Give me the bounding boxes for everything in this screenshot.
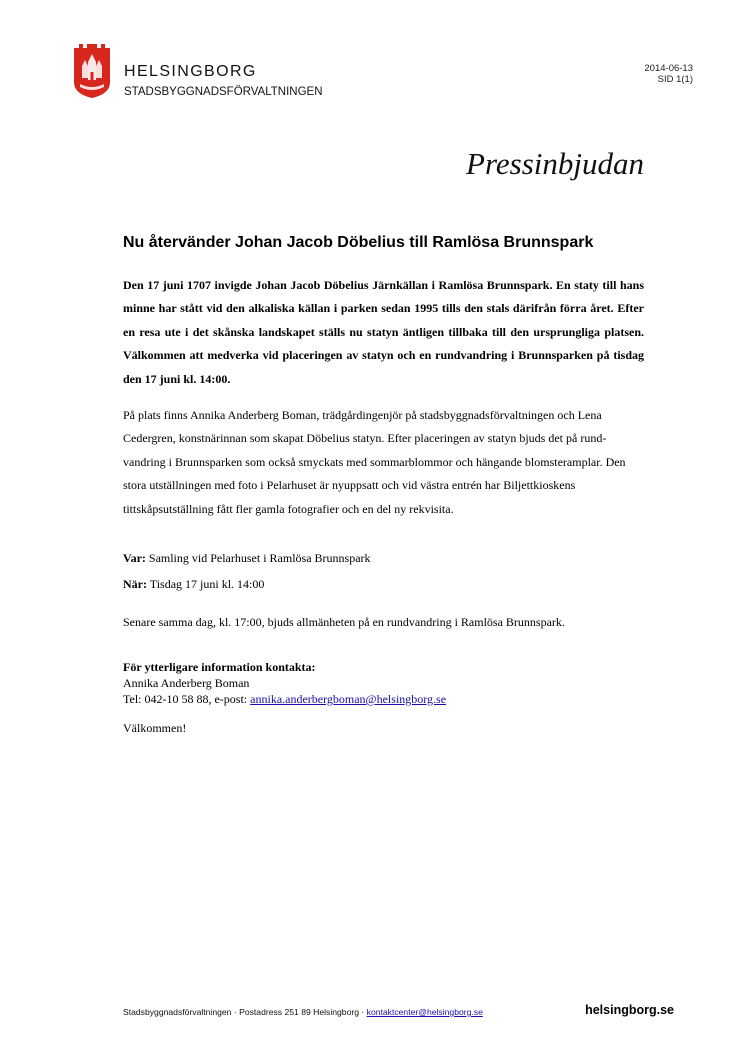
- footer-address-text: Stadsbyggnadsförvaltningen · Postadress 251 89 Helsingborg ·: [123, 1007, 367, 1017]
- contact-heading: För ytterligare information kontakta:: [123, 660, 316, 674]
- when-label: När:: [123, 577, 147, 591]
- contact-tel: Tel: 042-10 58 88, e-post:: [123, 692, 251, 706]
- document-type-title: Pressinbjudan: [466, 146, 644, 181]
- document-date: 2014-06-13: [644, 63, 693, 74]
- press-headline: Nu återvänder Johan Jacob Döbelius till Ramlösa Brunnspark: [123, 234, 594, 251]
- lead-paragraph: Den 17 juni 1707 invigde Johan Jacob Döbelius Järnkällan i Ramlösa Brunnspark. En staty till hans minne har stått vid den alkaliska källan i parken sedan 1995 tills den stals därifrån förra året. Efter en resa ute i det skånska landskapet ställs nu statyn äntligen tillbaka till den ursprungliga platsen. Välkommen att medverka vid placeringen av statyn och en rundvandring i Brunnsparken på tisdag den 17 juni kl. 14:00.: [123, 278, 644, 386]
- when-value: Tisdag 17 juni kl. 14:00: [147, 577, 265, 591]
- footer-address: [123, 1007, 483, 1017]
- contact-block: [123, 659, 446, 707]
- closing-text: Välkommen!: [123, 721, 187, 735]
- footer-email-link[interactable]: kontaktcenter@helsingborg.se: [366, 1007, 483, 1017]
- document-meta: [644, 63, 693, 85]
- page-indicator: SID 1(1): [657, 74, 693, 85]
- department-name: STADSBYGGNADSFÖRVALTNINGEN: [124, 86, 323, 98]
- where-label: Var:: [123, 551, 146, 565]
- org-name: HELSINGBORG: [124, 63, 257, 80]
- where-line: [123, 550, 371, 566]
- contact-email-link[interactable]: annika.anderbergboman@helsingborg.se: [250, 692, 447, 706]
- contact-name: Annika Anderberg Boman: [123, 676, 250, 690]
- footer-website[interactable]: helsingborg.se: [585, 1003, 674, 1017]
- crest-icon: [74, 44, 110, 98]
- when-line: [123, 576, 264, 592]
- later-event-text: Senare samma dag, kl. 17:00, bjuds allmänheten på en rundvandring i Ramlösa Brunnspark.: [123, 615, 565, 629]
- where-value: Samling vid Pelarhuset i Ramlösa Brunnspark: [145, 551, 371, 565]
- helsingborg-crest-logo: [74, 44, 110, 98]
- body-paragraph: På plats finns Annika Anderberg Boman, trädgårdingenjör på stadsbyggnadsförvaltningen och Lena Cedergren, konstnärinnan som skapat Döbelius statyn. Efter placeringen av statyn bjuds det på rund-vandring i Brunnsparken som också smyckats med sommarblommor och hängande blomsteramplar. Den stora utställningen med foto i Pelarhuset är nyuppsatt och vid västra entrén har Biljettkioskens tittskåpsutställning fått fler gamla fotografier och en del ny rekvisita.: [123, 408, 626, 516]
- contact-line: [123, 691, 446, 707]
